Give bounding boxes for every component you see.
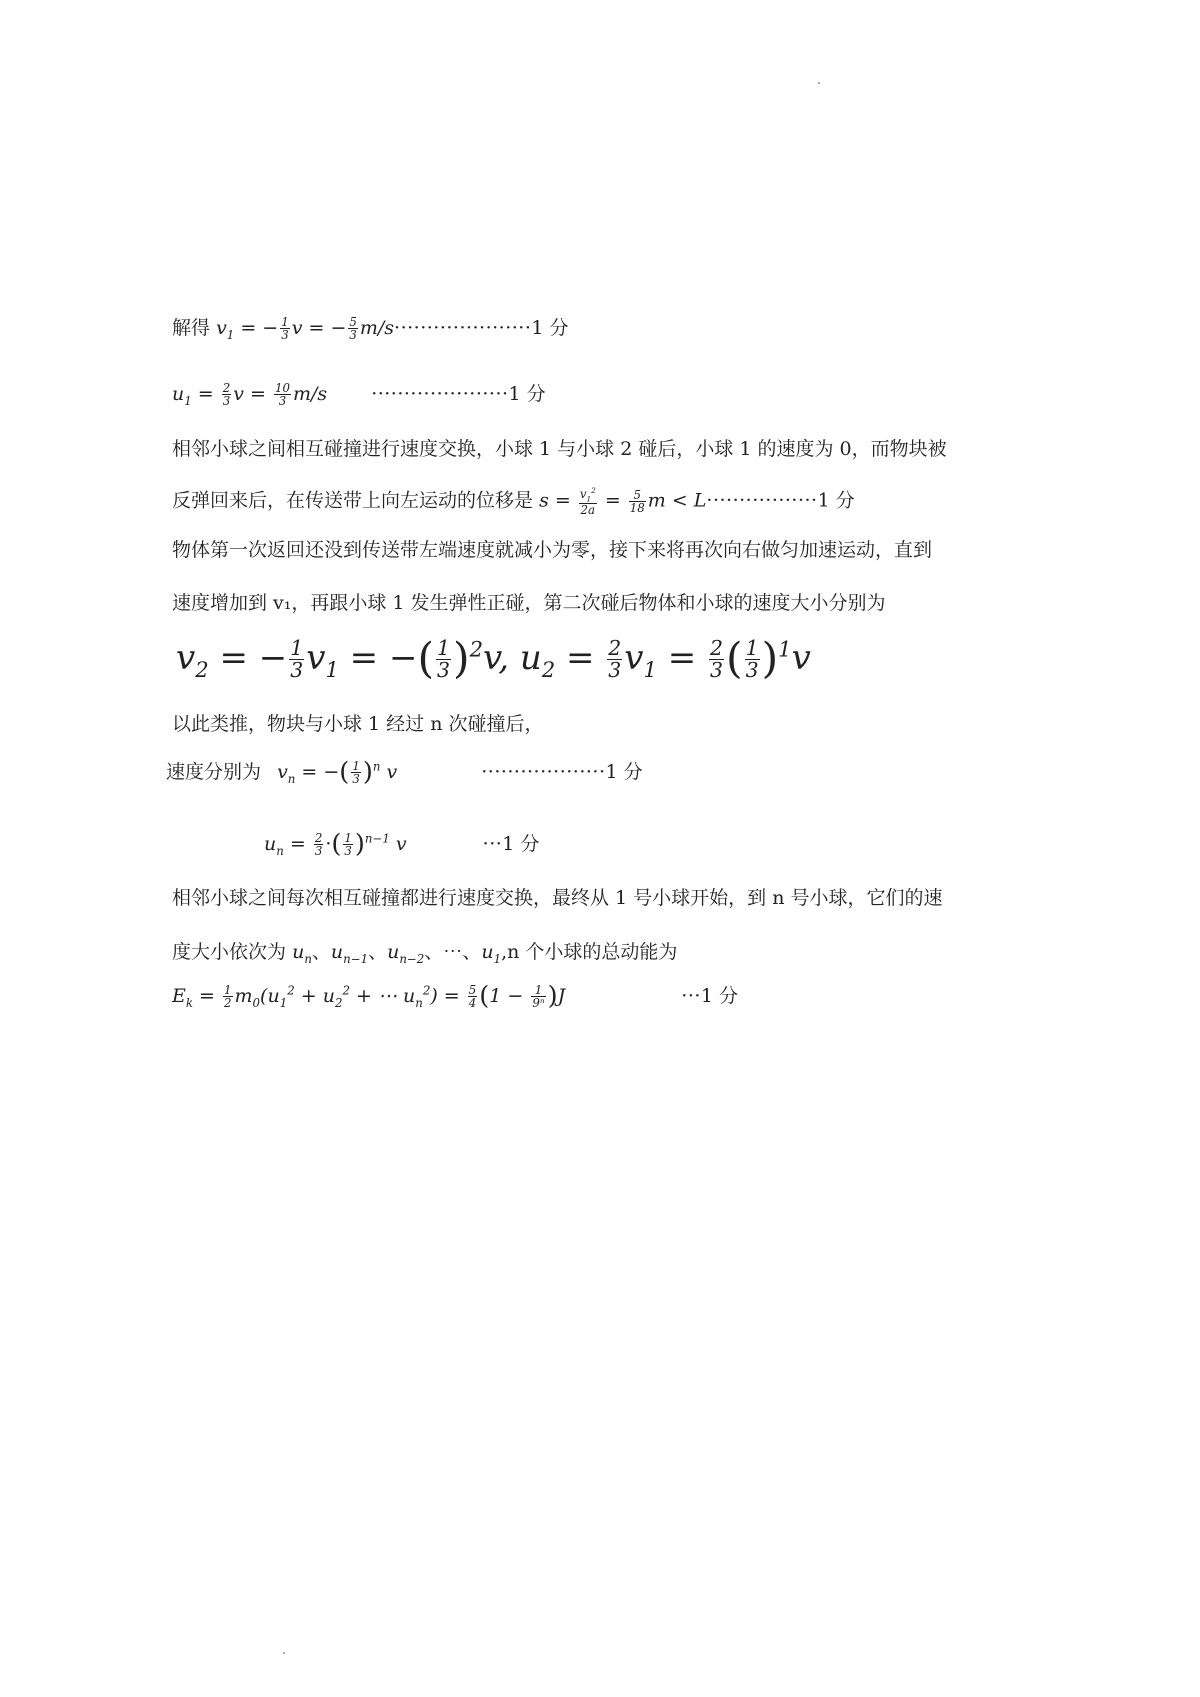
fraction-five-eighteenths: $\frac{5}{18}$ xyxy=(629,487,645,516)
formula-un: $u_n$ = $\frac{2}{3}$ ·( $\frac{1}{3}$ )$^{n-1}$ v ···1 分 xyxy=(264,829,540,860)
fraction-two-thirds: $\frac{2}{3}$ xyxy=(222,381,231,409)
score-mark: 1 分 xyxy=(531,316,569,339)
fraction-ten-thirds: $\frac{10}{3}$ xyxy=(274,381,290,409)
scan-speck xyxy=(818,82,820,84)
paragraph-exchange: 相邻小球之间相互碰撞进行速度交换，小球 1 与小球 2 碰后，小球 1 的速度为 0，而物块被 xyxy=(172,438,947,460)
solution-line-v1: 解得 $v_1$ = − $\frac{1}{3}$ v = − $\frac{5}{3}$ m/s·····················1 分 xyxy=(172,315,569,343)
formula-vn: 速度分别为 $v_n$ = −( $\frac{1}{3}$ )$^n$ v ···················1 分 xyxy=(166,757,643,788)
paragraph-second-collision: 速度增加到 v₁，再跟小球 1 发生弹性正碰，第二次碰后物体和小球的速度大小分别为 xyxy=(172,592,886,614)
formula-total-energy: $E_k$ = $\frac{1}{2}$ $m_0(u_1^2 + u_2^2$ + ⋯ $u_n^2$) = $\frac{5}{4}$ (1 − $\frac{1}{\text{9ⁿ}}$ )J ···1 分 xyxy=(172,981,739,1012)
paragraph-final-exchange: 相邻小球之间每次相互碰撞都进行速度交换，最终从 1 号小球开始，到 n 号小球，它们的速 xyxy=(172,887,943,909)
solution-line-u1: $u_1$ = $\frac{2}{3}$ v = $\frac{10}{3}$ m/s ·····················1 分 xyxy=(172,381,546,409)
scan-speck xyxy=(283,1652,285,1654)
score-mark: 1 分 xyxy=(502,832,540,855)
fraction-v1sq-over-2a: $\frac{v_1^2}{2a}$ xyxy=(579,486,596,517)
formula-v2-u2: $v_2$ = − $\frac{1}{3}$ $v_1$ = −( $\frac{1}{3}$ )$^2$v, $u_2$ = $\frac{2}{3}$ $v_1$ = $\frac{2}{3}$ ( $\frac{1}{3}$ )$^1$v xyxy=(176,634,811,684)
score-mark: 1 分 xyxy=(700,984,739,1007)
paragraph-displacement: 反弹回来后，在传送带上向左运动的位移是 s = $\frac{v_1^2}{2a}$ = $\frac{5}{18}$ m < L·················1 分 xyxy=(172,486,855,517)
paragraph-return: 物体第一次返回还没到传送带左端速度就减小为零，接下来将再次向右做匀加速运动，直到 xyxy=(172,539,933,561)
score-mark: 1 分 xyxy=(508,382,546,405)
score-mark: 1 分 xyxy=(605,760,643,783)
paragraph-induction: 以此类推，物块与小球 1 经过 n 次碰撞后， xyxy=(172,713,544,735)
fraction-one-third: $\frac{1}{3}$ xyxy=(281,315,289,343)
fraction-five-thirds: $\frac{5}{3}$ xyxy=(349,315,357,343)
score-mark: 1 分 xyxy=(817,489,855,512)
paragraph-speed-order: 度大小依次为 $u_n$、$u_{n-1}$、$u_{n-2}$、⋯、$u_1,n$ 个小球的总动能为 xyxy=(172,941,678,966)
